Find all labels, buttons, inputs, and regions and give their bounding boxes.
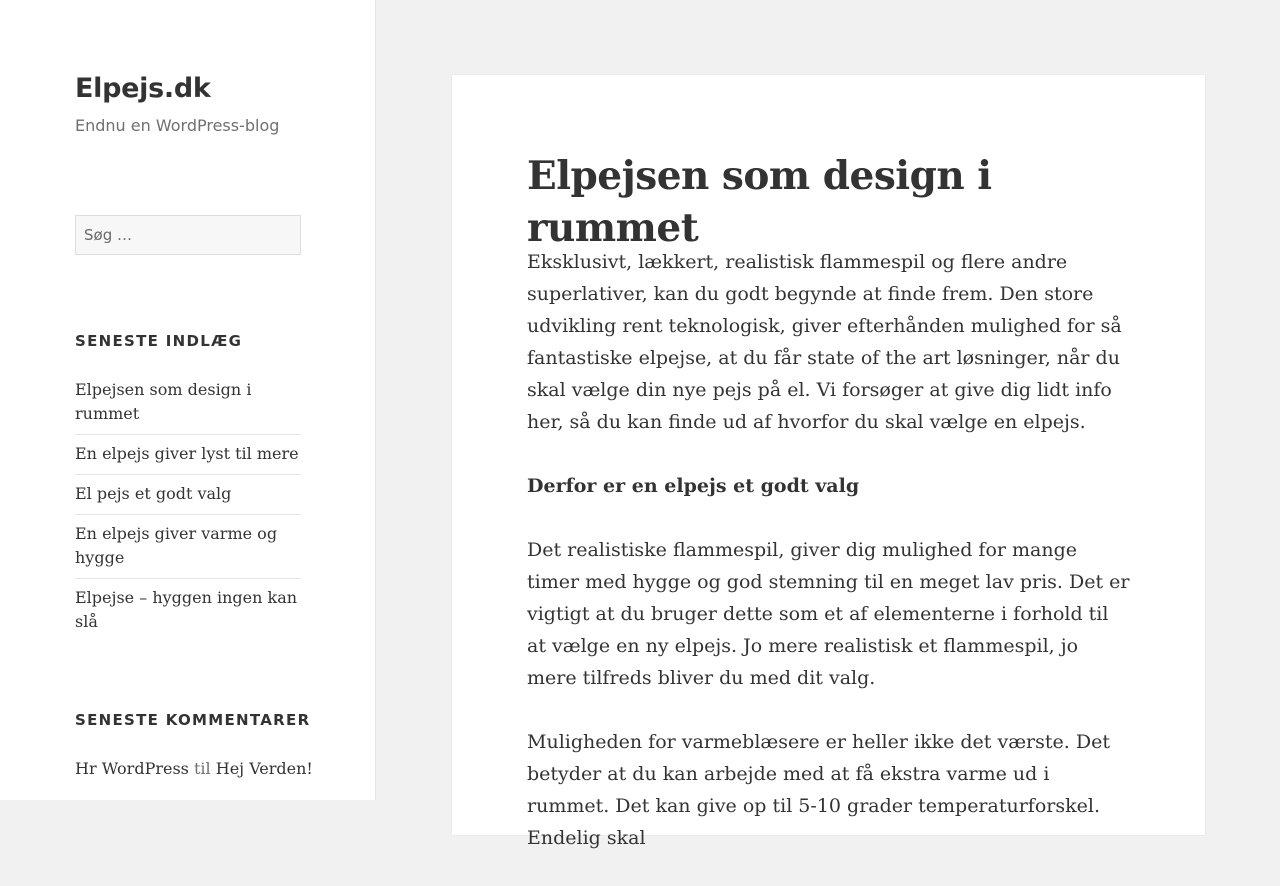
site-description: Endnu en WordPress-blog — [75, 116, 280, 135]
recent-post-link[interactable]: En elpejs giver varme og hygge — [75, 524, 278, 567]
paragraph: Det realistiske flammespil, giver dig mulighed for mange timer med hygge og god stemning til en meget lav pris. Det er vigtigt at du bruger dette som et af elementerne i forhold til at vælge en ny elpejs. Jo mere realistisk et flammespil, jo mere tilfreds bliver du med dit valg. — [527, 539, 1130, 689]
page-title: Elpejsen som design i rummet — [527, 153, 992, 251]
entry-content — [527, 246, 1130, 886]
recent-post-link[interactable]: Elpejsen som design i rummet — [75, 380, 252, 423]
subheading: Derfor er en elpejs et godt valg — [527, 475, 860, 497]
list-item — [75, 474, 301, 514]
comment-connector: til — [193, 759, 211, 778]
comment-author-link[interactable]: Hr WordPress — [75, 759, 189, 778]
sidebar — [0, 0, 376, 800]
list-item — [75, 378, 301, 434]
recent-comment — [75, 757, 313, 781]
list-item — [75, 514, 301, 578]
comment-post-link[interactable]: Hej Verden! — [215, 759, 313, 778]
list-item — [75, 434, 301, 474]
recent-posts-title: SENESTE INDLÆG — [75, 332, 243, 350]
paragraph: Muligheden for varmeblæsere er heller ikke det værste. Det betyder at du kan arbejde med at få ekstra varme ud i rummet. Det kan give op til 5-10 grader temperaturforskel. Endelig skal — [527, 731, 1110, 849]
recent-post-link[interactable]: El pejs et godt valg — [75, 484, 232, 503]
site-title[interactable]: Elpejs.dk — [75, 73, 211, 104]
search-input[interactable] — [75, 215, 301, 255]
recent-post-link[interactable]: En elpejs giver lyst til mere — [75, 444, 299, 463]
recent-posts-list — [75, 378, 301, 642]
paragraph: Eksklusivt, lækkert, realistisk flammespil og flere andre superlativer, kan du godt begynde at finde frem. Den store udvikling rent teknologisk, giver efterhånden mulighed for så fantastiske elpejse, at du får state of the art løsninger, når du skal vælge din nye pejs på el. Vi forsøger at give dig lidt info her, så du kan finde ud af hvorfor du skal vælge en elpejs. — [527, 251, 1122, 433]
recent-post-link[interactable]: Elpejse – hyggen ingen kan slå — [75, 588, 298, 631]
article — [452, 75, 1205, 849]
list-item — [75, 578, 301, 642]
recent-comments-title: SENESTE KOMMENTARER — [75, 711, 311, 729]
